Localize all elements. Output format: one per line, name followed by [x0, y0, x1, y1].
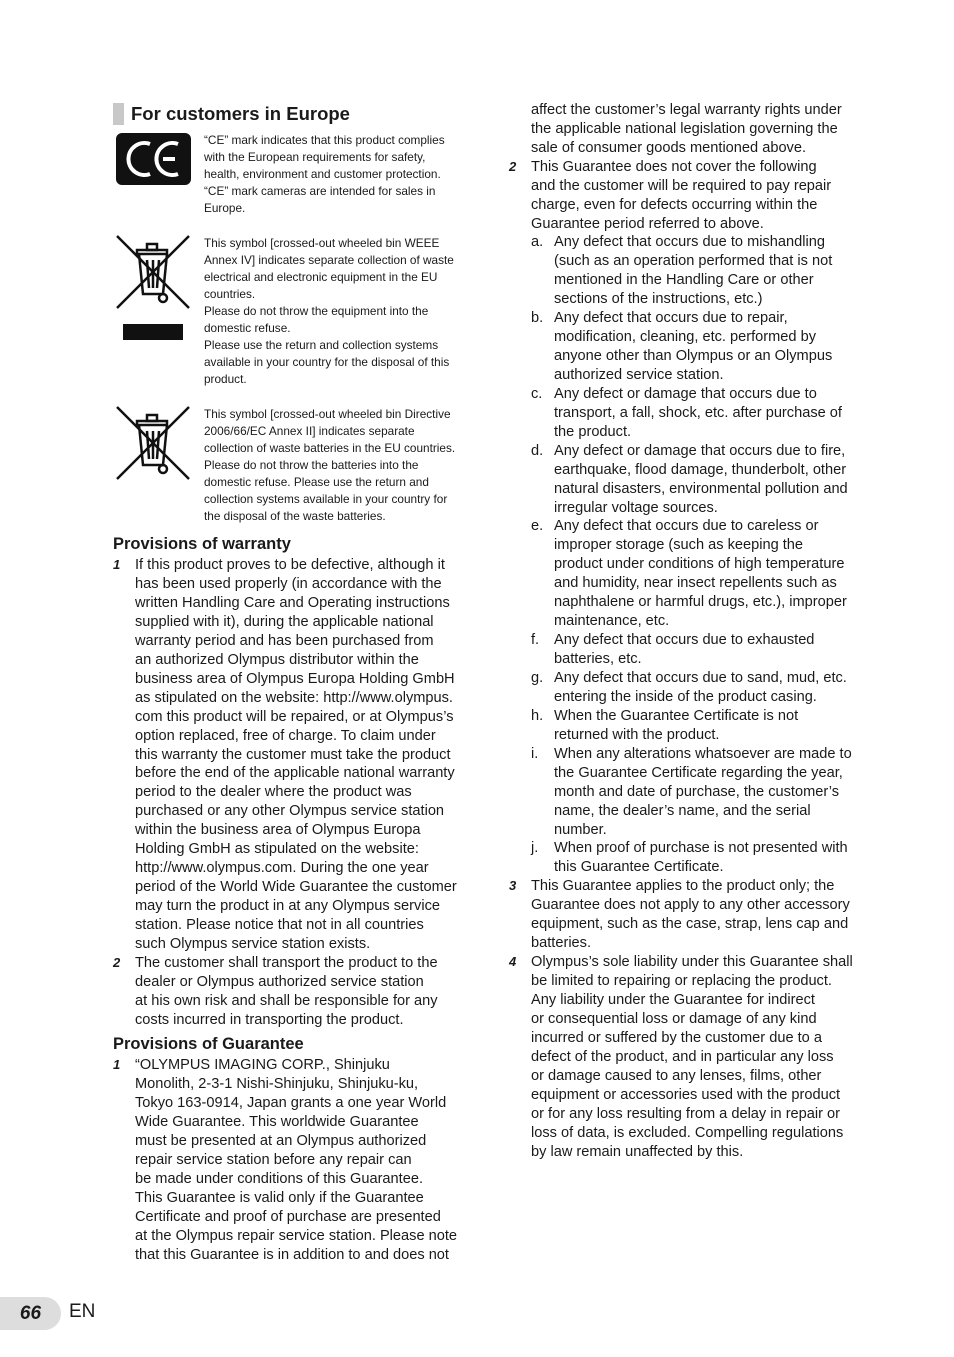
text-line: Europe.: [204, 201, 246, 215]
text-line: available in your country for the disposal of this: [204, 355, 450, 369]
text-line: When proof of purchase is not presented with: [554, 840, 848, 856]
item-body: [554, 707, 884, 745]
text-line: improper storage (such as keeping the: [554, 536, 804, 553]
text-line: This symbol [crossed-out wheeled bin Directive: [204, 407, 451, 421]
text-line: that this Guarantee is in addition to and does not: [135, 1246, 449, 1263]
battery-symbol-text: [204, 406, 482, 525]
section-title-text: For customers in Europe: [131, 103, 350, 124]
item-letter: j.: [531, 840, 539, 856]
text-line: the Guarantee Certificate regarding the year,: [554, 764, 843, 781]
text-line: Please do not throw the batteries into the: [204, 458, 419, 472]
text-line: collection systems available in your country for: [204, 492, 448, 506]
text-line: the product.: [554, 423, 632, 440]
item-body: [531, 877, 884, 953]
text-line: Any defect that occurs due to exhausted: [554, 632, 815, 648]
text-line: authorized service station.: [554, 366, 724, 383]
text-line: This Guarantee does not cover the following: [531, 159, 817, 175]
item-body: [531, 953, 884, 1161]
section-title: [113, 101, 485, 127]
text-line: has been used properly (in accordance with the: [135, 575, 442, 592]
item-body: [554, 669, 884, 707]
item-body: [554, 233, 884, 309]
text-line: electrical and electronic equipment in the EU: [204, 270, 438, 284]
text-line: purchased or any other Olympus service station: [135, 803, 445, 820]
item-body: [554, 631, 884, 669]
text-line: at his own risk and shall be responsible for any: [135, 992, 438, 1009]
text-line: Any defect that occurs due to sand, mud, etc.: [554, 670, 847, 686]
text-line: may turn the product in at any Olympus service: [135, 898, 440, 915]
text-line: must be presented at an Olympus authorized: [135, 1132, 427, 1149]
text-line: charge, even for defects occurring within the: [531, 196, 818, 213]
text-line: sale of consumer goods mentioned above.: [531, 139, 807, 156]
item-letter: a.: [531, 234, 544, 250]
weee-symbol-row: [113, 234, 485, 394]
item-body: [554, 839, 884, 877]
text-line: When the Guarantee Certificate is not: [554, 708, 799, 724]
text-line: repair service station before any repair can: [135, 1151, 412, 1168]
text-line: This symbol [crossed-out wheeled bin WEEE: [204, 236, 440, 250]
item-body: [554, 309, 884, 385]
text-line: the disposal of the waste batteries.: [204, 509, 386, 523]
text-line: Any defect that occurs due to careless or: [554, 518, 819, 534]
text-line: by law remain unaffected by this.: [531, 1143, 744, 1160]
text-line: returned with the product.: [554, 726, 720, 743]
item-letter: c.: [531, 386, 543, 402]
text-line: this warranty the customer must take the product: [135, 746, 451, 763]
text-line: affect the customer’s legal warranty rights under: [531, 102, 842, 118]
text-line: When any alterations whatsoever are made to: [554, 746, 852, 762]
text-line: defect of the product, and in particular any loss: [531, 1048, 834, 1065]
item-body: [554, 517, 884, 631]
item-number: 2: [509, 159, 517, 174]
text-line: product.: [204, 372, 247, 386]
text-line: an authorized Olympus distributor within the: [135, 651, 419, 668]
text-line: at the Olympus repair service station. Please note: [135, 1227, 458, 1244]
text-line: 2006/66/EC Annex II] indicates separate: [204, 424, 415, 438]
text-line: The customer shall transport the product to the: [135, 955, 438, 971]
text-line: loss of data, is excluded. Compelling regulations: [531, 1124, 844, 1141]
text-line: Guarantee does not apply to any other accessory: [531, 896, 850, 913]
item-letter: d.: [531, 443, 544, 459]
page-number-badge: [0, 1297, 61, 1330]
left-column: [113, 0, 485, 1357]
text-line: Monolith, 2-3-1 Nishi-Shinjuku, Shinjuku-ku,: [135, 1075, 419, 1092]
item-letter: b.: [531, 310, 544, 326]
text-line: dealer or Olympus authorized service station: [135, 973, 424, 990]
text-line: domestic refuse.: [204, 321, 291, 335]
item-body: [135, 556, 485, 954]
text-line: Tokyo 163-0914, Japan grants a one year World: [135, 1094, 447, 1111]
text-line: naphthalene or harmful drugs, etc.), improper: [554, 593, 847, 610]
text-line: this Guarantee Certificate.: [554, 858, 724, 875]
item-number: 2: [113, 955, 121, 970]
text-line: Any defect or damage that occurs due to fire,: [554, 443, 846, 459]
text-line: and humidity, near insect repellents such as: [554, 574, 837, 591]
right-column: [509, 0, 884, 1357]
text-line: be limited to repairing or replacing the product.: [531, 972, 832, 989]
weee-crossed-bin-icon: [113, 234, 193, 342]
weee-symbol-text: [204, 235, 482, 388]
text-line: http://www.olympus.com. During the one year: [135, 860, 429, 877]
item-number: 1: [113, 557, 121, 572]
text-line: supplied with it), during the applicable national: [135, 613, 434, 630]
text-line: “CE” mark indicates that this product complies: [204, 133, 445, 147]
text-line: such Olympus service station exists.: [135, 936, 371, 953]
battery-symbol-row: [113, 405, 485, 530]
text-line: collection of waste batteries in the EU countries.: [204, 441, 456, 455]
text-line: within the business area of Olympus Europa: [135, 822, 421, 839]
text-line: business area of Olympus Europa Holding GmbH: [135, 670, 455, 687]
text-line: number.: [554, 821, 607, 838]
ce-symbol-row: [113, 131, 485, 221]
text-line: Guarantee period referred to above.: [531, 215, 764, 232]
guarantee-heading: Provisions of Guarantee: [113, 1035, 304, 1053]
text-line: Please do not throw the equipment into the: [204, 304, 429, 318]
warranty-heading: Provisions of warranty: [113, 535, 291, 553]
page-number: 66: [19, 1302, 42, 1324]
item-body: [554, 385, 884, 442]
text-line: Holding GmbH as stipulated on the website:: [135, 841, 419, 858]
text-line: com this product will be repaired, or at Olympus’s: [135, 708, 454, 725]
text-line: the applicable national legislation governing the: [531, 120, 838, 137]
text-line: Any defect that occurs due to mishandling: [554, 234, 825, 250]
text-line: modification, cleaning, etc. performed by: [554, 328, 817, 345]
ce-mark-icon: [113, 131, 193, 187]
text-line: costs incurred in transporting the product.: [135, 1011, 404, 1028]
text-line: with the European requirements for safety,: [204, 150, 426, 164]
text-line: natural disasters, environmental pollution and: [554, 480, 848, 497]
text-line: “OLYMPUS IMAGING CORP., Shinjuku: [135, 1057, 390, 1073]
text-line: batteries.: [531, 934, 592, 951]
text-line: before the end of the applicable national warranty: [135, 765, 455, 782]
text-line: period of the World Wide Guarantee the customer: [135, 879, 457, 896]
text-line: Wide Guarantee. This worldwide Guarantee: [135, 1113, 419, 1130]
text-line: month and date of purchase, the customer’s: [554, 783, 840, 800]
text-line: product under conditions of high temperature: [554, 555, 845, 572]
text-line: entering the inside of the product casing.: [554, 688, 817, 705]
text-line: transport, a fall, shock, etc. after purchase of: [554, 404, 842, 421]
item-body: [531, 101, 884, 158]
text-line: health, environment and customer protection.: [204, 167, 441, 181]
text-line: name, the dealer’s name, and the serial: [554, 802, 811, 819]
text-line: Please use the return and collection systems: [204, 338, 439, 352]
text-line: maintenance, etc.: [554, 612, 670, 629]
language-label: EN: [69, 1301, 96, 1322]
item-body: [135, 954, 485, 1030]
text-line: batteries, etc.: [554, 650, 642, 667]
text-line: Any liability under the Guarantee for indirect: [531, 991, 815, 1008]
text-line: domestic refuse. Please use the return and: [204, 475, 429, 489]
text-line: This Guarantee applies to the product only; the: [531, 878, 835, 894]
item-letter: g.: [531, 670, 544, 686]
item-number: 3: [509, 878, 517, 893]
text-line: Annex IV] indicates separate collection of waste: [204, 253, 454, 267]
text-line: Certificate and proof of purchase are presented: [135, 1208, 441, 1225]
item-body: [135, 1056, 485, 1264]
text-line: as stipulated on the website: http://www.olympus.: [135, 689, 453, 706]
item-body: [554, 442, 884, 518]
text-line: be made under conditions of this Guarantee.: [135, 1170, 424, 1187]
text-line: Any defect or damage that occurs due to: [554, 386, 817, 402]
item-body: [531, 158, 884, 234]
item-number: 1: [113, 1057, 121, 1072]
text-line: warranty period and has been purchased from: [135, 632, 434, 649]
text-line: countries.: [204, 287, 256, 301]
text-line: or consequential loss or damage of any kind: [531, 1010, 817, 1027]
text-line: earthquake, flood damage, thunderbolt, other: [554, 461, 847, 478]
text-line: anyone other than Olympus or an Olympus: [554, 347, 833, 364]
text-line: Any defect that occurs due to repair,: [554, 310, 788, 326]
text-line: or damage caused to any lenses, films, other: [531, 1067, 822, 1084]
text-line: equipment or accessories used with the product: [531, 1086, 841, 1103]
battery-crossed-bin-icon: [113, 405, 193, 485]
text-line: If this product proves to be defective, although it: [135, 557, 445, 573]
ce-mark-text: [204, 132, 482, 217]
text-line: written Handling Care and Operating instructions: [135, 594, 450, 611]
item-letter: h.: [531, 708, 544, 724]
section-title-bar: [113, 103, 124, 125]
text-line: station. Please notice that not in all countries: [135, 917, 424, 934]
text-line: irregular voltage sources.: [554, 499, 718, 516]
item-letter: f.: [531, 632, 540, 648]
text-line: Olympus’s sole liability under this Guarantee shall: [531, 954, 853, 970]
text-line: This Guarantee is valid only if the Guarantee: [135, 1189, 424, 1206]
item-letter: i.: [531, 746, 539, 762]
text-line: sections of the instructions, etc.): [554, 290, 763, 307]
text-line: mentioned in the Handling Care or other: [554, 271, 814, 288]
text-line: “CE” mark cameras are intended for sales in: [204, 184, 436, 198]
item-body: [554, 745, 884, 840]
text-line: period to the dealer where the product was: [135, 784, 412, 801]
item-number: 4: [509, 954, 517, 969]
text-line: (such as an operation performed that is not: [554, 252, 833, 269]
item-letter: e.: [531, 518, 544, 534]
text-line: and the customer will be required to pay repair: [531, 177, 832, 194]
text-line: option replaced, free of charge. To claim under: [135, 727, 436, 744]
text-line: equipment, such as the case, strap, lens cap and: [531, 915, 849, 932]
text-line: incurred or suffered by the customer due to a: [531, 1029, 822, 1046]
text-line: or for any loss resulting from a delay in repair or: [531, 1105, 841, 1122]
